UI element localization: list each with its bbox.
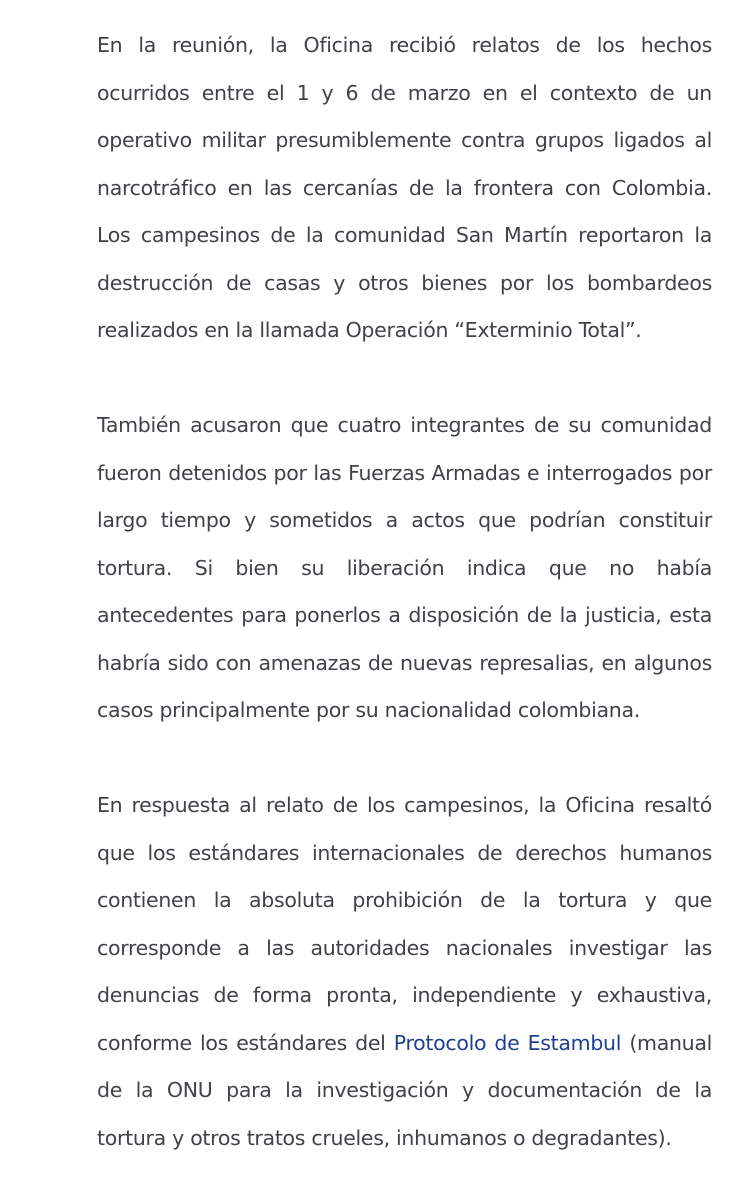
- paragraph-meeting-reports: En la reunión, la Oficina recibió relatos de los hechos ocurridos entre el 1 y 6 de marzo en el contexto de un operativo militar presumiblemente contra grupos ligados al narcotráfico en las cercanías de la frontera con Colombia. Los campesinos de la comunidad San Martín reportaron la destrucción de casas y otros bienes por los bombardeos realizados en la llamada Operación “Exterminio Total”.: [97, 33, 712, 342]
- protocolo-de-estambul-link[interactable]: Protocolo de Estambul: [393, 1030, 622, 1055]
- paragraph-office-response: [97, 782, 712, 1162]
- paragraph-detentions: También acusaron que cuatro integrantes de su comunidad fueron detenidos por las Fuerzas Armadas e interrogados por largo tiempo y sometidos a actos que podrían constituir tortura. Si bien su liberación indica que no había antecedentes para ponerlos a disposición de la justicia, esta habría sido con amenazas de nuevas represalias, en algunos casos principalmente por su nacionalidad colombiana.: [97, 413, 712, 722]
- article-body: [97, 22, 712, 1162]
- paragraph-text-after-link: (manual de la ONU para la investigación y documentación de la tortura y otros tratos crueles, inhumanos o degradantes).: [97, 1030, 713, 1150]
- paragraph-text-before-link: En respuesta al relato de los campesinos, la Oficina resaltó que los estándares internacionales de derechos humanos contienen la absoluta prohibición de la tortura y que corresponde a las autoridades nacionales investigar las denuncias de forma pronta, independiente y exhaustiva, conforme los estándares del: [97, 793, 712, 1055]
